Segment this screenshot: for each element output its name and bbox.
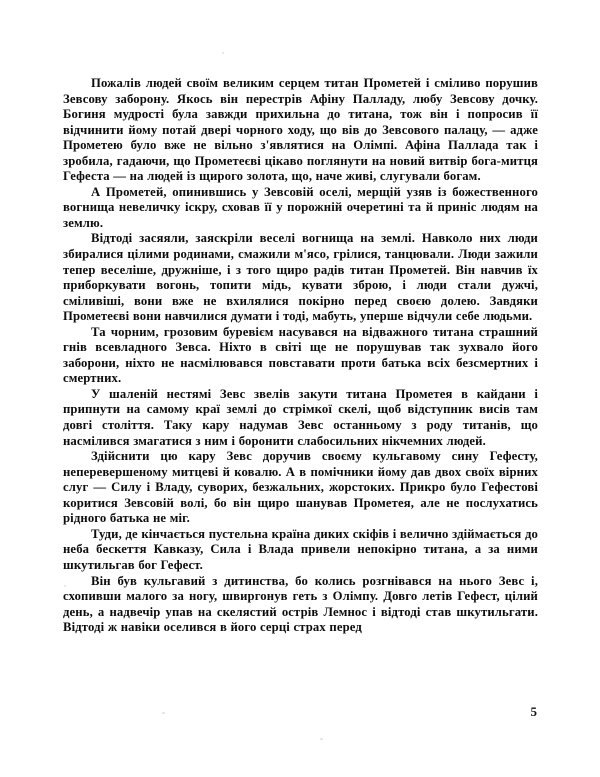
- paragraph: Пожалів людей своїм великим серцем титан Прометей і сміливо порушив Зевсову заборону. Якось він перестрів Афіну Палладу, любу Зевсову дочку. Богиня мудрості була завжди прихильна до титана, тож він і попросив її відчинити йому потай двері чорного ходу, що вів до Зевсового палацу, — адже Прометею було вже не вільно з'являтися на Олімпі. Афіна Паллада так і зробила, гадаючи, що Прометеєві цікаво поглянути на новий витвір бога-митця Гефеста — на людей із щирого золота, що, наче живі, слугували богам.: [63, 76, 538, 184]
- page-number: 5: [530, 704, 537, 719]
- paragraph: У шаленій нестямі Зевс звелів закути титана Прометея в кайдани і припнути на самому краї землі до стрімкої скелі, щоб відступник висів там довгі століття. Таку кару надумав Зевс останньому з роду титанів, що насмілився змагатися з ним і боронити слабосильних нікчемних людей.: [63, 386, 538, 448]
- paragraph: А Прометей, опинившись у Зевсовій оселі, мерщій узяв із божественного вогнища невеличку іскру, сховав її у порожній очеретині та й приніс людям на землю.: [63, 184, 538, 230]
- scan-speck: [222, 52, 224, 54]
- paragraph: Відтоді засяяли, заяскріли веселі вогнища на землі. Навколо них люди збиралися цілими родинами, смажили м'ясо, грілися, танцювали. Люди зажили тепер веселіше, дружніше, і з того щиро радів титан Прометей. Він навчив їх приборкувати вогонь, топити мідь, кувати зброю, і люди стали дужчі, сміливіші, вони вже не вхилялися покірно перед своєю долею. Завдяки Прометеєві вони навчилися думати і тоді, мабуть, уперше відчули себе людьми.: [63, 231, 538, 324]
- paragraph: Здійснити цю кару Зевс доручив своєму кульгавому сину Гефесту, неперевершеному митцеві й ковалю. А в помічники йому дав двох своїх вірних слуг — Силу і Владу, суворих, безжальних, жорстоких. Прикро було Гефестові коритися Зевсовій волі, бо він щиро шанував Прометея, але не послухатись рідного батька не міг.: [63, 449, 538, 526]
- paragraph: Та чорним, грозовим буревієм насувався на відважного титана страшний гнів всевладного Зевса. Ніхто в світі ще не порушував так зухвало його заборони, ніхто не насмілювався повставати проти батька всіх безсмертних і смертних.: [63, 324, 538, 386]
- paragraph: Туди, де кінчається пустельна країна диких скіфів і велично здіймається до неба бескеття Кавказу, Сила і Влада привели непокірно титана, а за ними шкутильгав бог Гефест.: [63, 526, 538, 572]
- scan-speck: [320, 738, 323, 740]
- body-text: [63, 76, 538, 636]
- paragraph: Він був кульгавий з дитинства, бо колись розгнівався на нього Зевс і, схопивши малого за ногу, швиргонув геть з Олімпу. Довго летів Гефест, цілий день, а надвечір упав на скелястий острів Лемнос і відтоді став шкутильгати. Відтоді ж навіки оселився в його серці страх перед: [63, 573, 538, 635]
